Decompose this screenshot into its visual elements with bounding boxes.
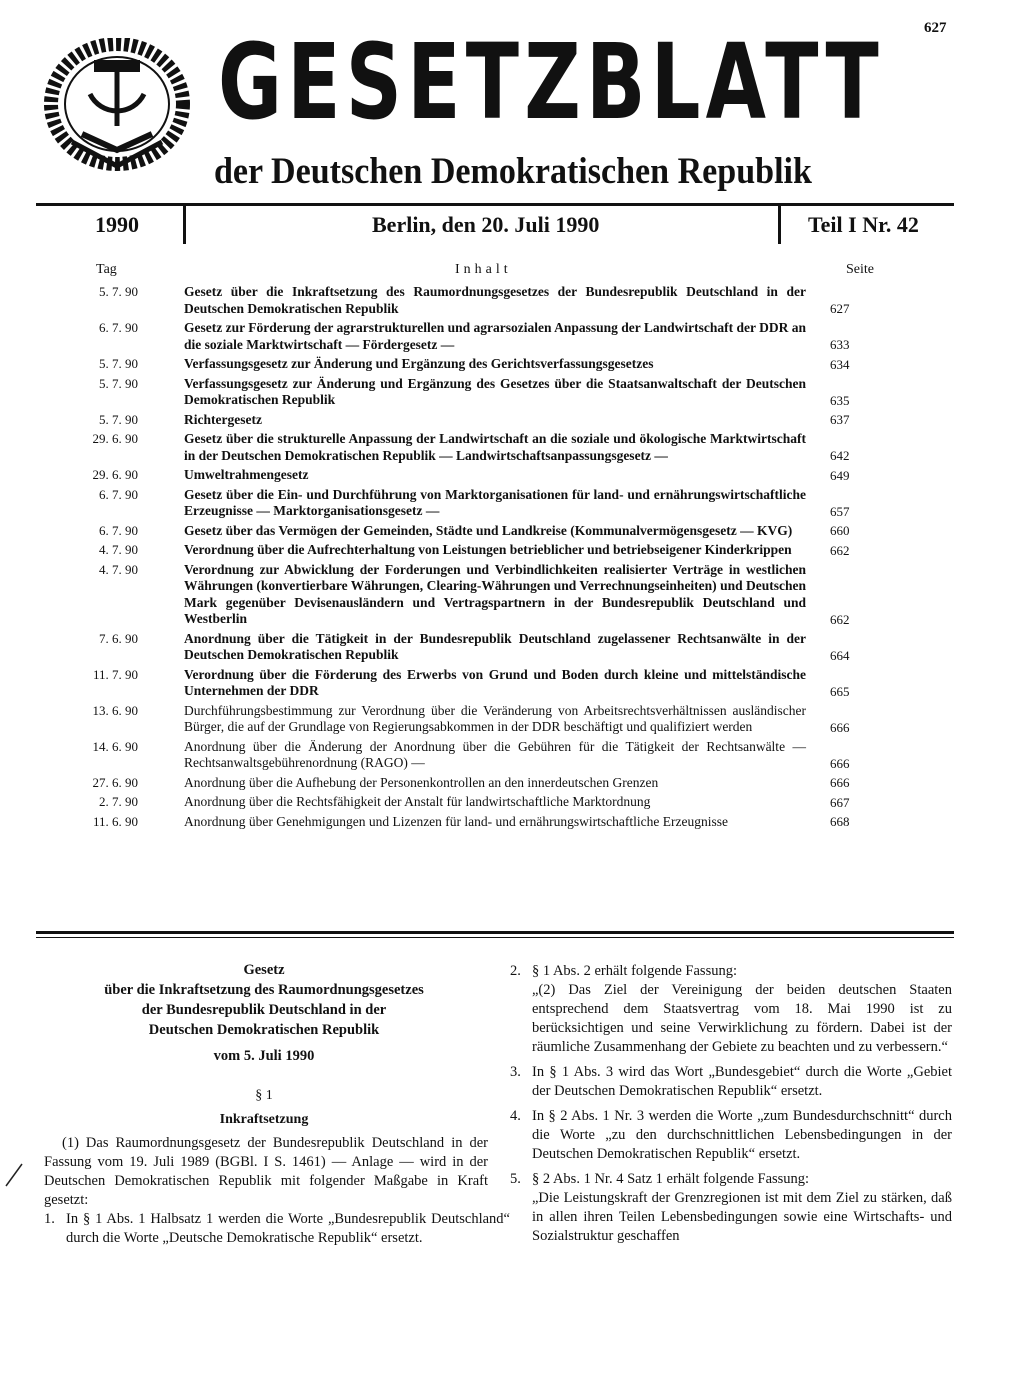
toc-column-contents: Inhalt <box>455 262 512 277</box>
masthead-subtitle: der Deutschen Demokratischen Republik <box>214 151 812 192</box>
toc-entry-date: 5. 7. 90 <box>99 284 138 299</box>
masthead-rule <box>36 203 954 206</box>
list-item-text: § 2 Abs. 1 Nr. 4 Satz 1 erhält folgende Fassung: <box>532 1171 810 1187</box>
list-item <box>510 1063 952 1101</box>
law-heading-line: Deutschen Demokratischen Republik <box>148 1022 380 1038</box>
toc-entry-title: Richtergesetz <box>184 411 262 427</box>
list-item-number: 4. <box>510 1108 521 1124</box>
toc-entry-date: 5. 7. 90 <box>99 411 138 427</box>
list-item-text: In § 2 Abs. 1 Nr. 3 werden die Worte „zum Bundesdurchschnitt“ durch die Worte „zu den durchschnittlichen Lebensbedingungen in der Deutschen Demokratischen Republik“ ersetzt. <box>532 1108 952 1162</box>
toc-entry-title: Gesetz über die Ein- und Durchführung von Marktorganisationen für land- und ernährungswirtschaftliche Erzeugnisse — Marktorganisationsgesetz — <box>184 486 806 518</box>
toc-entry[interactable] <box>60 523 890 540</box>
toc-entry-page: 634 <box>830 356 850 372</box>
toc-entry[interactable] <box>60 794 890 811</box>
list-item-text: § 1 Abs. 2 erhält folgende Fassung: <box>532 963 737 979</box>
quoted-text: „Die Leistungskraft der Grenzregionen ist mit dem Ziel zu stärken, daß in allen ihren Teilen Lebensbedingungen sowie eine Wirtschafts- und Sozialstruktur geschaffen <box>532 1190 952 1244</box>
toc-entry-page: 666 <box>830 755 850 771</box>
toc-entry-date: 5. 7. 90 <box>99 375 138 391</box>
toc-entry[interactable] <box>60 814 890 831</box>
toc-entry-date: 27. 6. 90 <box>92 774 138 790</box>
toc-entry-page: 662 <box>830 611 850 627</box>
list-item <box>510 1170 952 1246</box>
issue-part-number: Teil I Nr. 42 <box>808 212 919 237</box>
law-heading-line: über die Inkraftsetzung des Raumordnungsgesetzes <box>104 982 424 998</box>
toc-entry-page: 666 <box>830 775 850 790</box>
toc-entry-title: Anordnung über die Aufhebung der Personenkontrollen an den innerdeutschen Grenzen <box>184 774 659 790</box>
toc-entry-date: 6. 7. 90 <box>99 522 138 538</box>
list-item-text: In § 1 Abs. 3 wird das Wort „Bundesgebiet“ durch die Worte „Gebiet der Deutschen Demokratischen Republik“ ersetzt. <box>532 1064 952 1099</box>
toc-entry-date: 14. 6. 90 <box>92 738 138 754</box>
toc-entry-date: 4. 7. 90 <box>99 542 138 557</box>
list-item-text: In § 1 Abs. 1 Halbsatz 1 werden die Worte „Bundesrepublik Deutschland“ durch die Worte „Deutsche Demokratische Republik“ ersetzt. <box>66 1211 510 1246</box>
toc-column-date: Tag <box>96 262 117 277</box>
toc-entry-page: 657 <box>830 503 850 519</box>
toc-entry-title: Verfassungsgesetz zur Änderung und Ergänzung des Gesetzes über die Staatsanwaltschaft der Deutschen Demokratischen Republik <box>184 375 806 407</box>
list-item-number: 2. <box>510 963 521 979</box>
toc-entry[interactable] <box>60 562 890 628</box>
toc-entry-date: 11. 6. 90 <box>92 813 138 829</box>
issue-divider <box>183 206 186 244</box>
toc-entry[interactable] <box>60 467 890 484</box>
toc-entry-title: Anordnung über die Tätigkeit in der Bundesrepublik Deutschland zugelassener Rechtsanwälte in der Deutschen Demokratischen Republik <box>184 630 806 662</box>
toc-entry[interactable] <box>60 487 890 520</box>
toc-entry[interactable] <box>60 631 890 664</box>
section-mark: § 1 <box>255 1088 273 1103</box>
pencil-mark-icon <box>2 1160 26 1190</box>
toc-entry-title: Gesetz über die Inkraftsetzung des Raumordnungsgesetzes der Bundesrepublik Deutschland in der Deutschen Demokratischen Republik <box>184 284 806 316</box>
toc-entry-title: Verordnung zur Abwicklung der Forderungen und Verbindlichkeiten realisierter Verträge in westlichen Währungen (konvertierbare Währungen, Clearing-Währungen und Verrechnungseinheiten) und Deutschen Mark gegenüber Devisenausländern und Vertragspartnern in der Bundesrepublik Deutschland und Westberlin <box>184 561 806 626</box>
toc-entry-date: 13. 6. 90 <box>92 702 138 718</box>
toc-entry-page: 660 <box>830 523 850 538</box>
toc-entry-title: Verordnung über die Förderung des Erwerbs von Grund und Boden durch kleine und mittelständische Unternehmen der DDR <box>184 666 806 698</box>
toc-entry-page: 664 <box>830 647 850 663</box>
toc-entry[interactable] <box>60 667 890 700</box>
toc-entry-title: Verordnung über die Aufrechterhaltung von Leistungen betrieblicher und betriebseigener Kinderkrippen <box>184 542 792 557</box>
toc-entry-title: Gesetz über das Vermögen der Gemeinden, Städte und Landkreise (Kommunalvermögensgesetz — KVG) <box>184 522 793 538</box>
toc-entry-page: 668 <box>830 814 850 829</box>
quoted-text: „(2) Das Ziel der Vereinigung der beiden deutschen Staaten entsprechend dem Staatsvertrag vom 18. Mai 1990 ist zu berücksichtigen und seine Verwirklichung zu fördern. Dabei ist der räumliche Zusammenhang der Gebiete zu beachten und zu verbessern.“ <box>532 982 952 1055</box>
toc-entry-title: Gesetz zur Förderung der agrarstrukturellen und agrarsozialen Anpassung der Landwirtschaft der DDR an die soziale Marktwirtschaft — Fördergesetz — <box>184 320 807 352</box>
section-rule <box>36 931 954 934</box>
toc-entry-page: 642 <box>830 448 850 463</box>
list-item-number: 1. <box>44 1211 55 1227</box>
law-heading-line: Gesetz <box>243 962 285 978</box>
list-item <box>510 962 952 1057</box>
toc-entry-page: 633 <box>830 337 850 352</box>
toc-entry[interactable] <box>60 376 890 409</box>
issue-year: 1990 <box>95 212 139 237</box>
toc-entry[interactable] <box>60 431 890 464</box>
toc-entry[interactable] <box>60 284 890 317</box>
toc-entry-date: 6. 7. 90 <box>99 320 138 335</box>
list-item-number: 5. <box>510 1171 521 1187</box>
toc-entry[interactable] <box>60 320 890 353</box>
toc-entry-title: Durchführungsbestimmung zur Verordnung über die Veränderung von Arbeitsrechtsverhältnissen ausländischer Bürger, die auf der Grundlage von Regierungsabkommen in der DDR beschäftigt und qualifiziert werden <box>184 702 806 734</box>
paragraph: (1) Das Raumordnungsgesetz der Bundesrepublik Deutschland in der Fassung vom 19. Juli 1989 (BGBl. I S. 1461) — Anlage — wird in der Deutschen Demokratischen Republik mit folgender Maßgabe in Kraft gesetzt: <box>44 1135 488 1208</box>
toc-entry-page: 667 <box>830 794 850 810</box>
list-item <box>44 1210 510 1248</box>
masthead-title: GESETZBLATT <box>218 21 884 143</box>
section-title: Inkraftsetzung <box>219 1112 309 1127</box>
toc-entry[interactable] <box>60 542 890 559</box>
toc-entry-page: 665 <box>830 683 850 699</box>
toc-entry-date: 11. 7. 90 <box>92 666 138 682</box>
toc-entry-page: 666 <box>830 719 850 735</box>
toc-entry[interactable] <box>60 412 890 429</box>
toc-entry-page: 635 <box>830 392 850 408</box>
ddr-state-emblem-icon <box>32 38 202 174</box>
table-of-contents <box>60 284 890 833</box>
toc-entry-date: 29. 6. 90 <box>92 431 138 446</box>
toc-entry-page: 649 <box>830 467 850 483</box>
section-rule <box>36 937 954 938</box>
page-number: 627 <box>924 20 947 36</box>
toc-entry-date: 6. 7. 90 <box>99 486 138 502</box>
toc-entry-date: 4. 7. 90 <box>99 561 138 577</box>
law-heading-line: der Bundesrepublik Deutschland in der <box>141 1002 387 1018</box>
toc-entry-page: 637 <box>830 412 850 427</box>
toc-entry-title: Anordnung über die Rechtsfähigkeit der Anstalt für landwirtschaftliche Marktordnung <box>184 794 651 809</box>
list-item <box>510 1107 952 1164</box>
toc-entry-date: 5. 7. 90 <box>99 356 138 371</box>
toc-entry[interactable] <box>60 703 890 736</box>
toc-entry-title: Anordnung über die Änderung der Anordnung über die Gebühren für die Tätigkeit der Rechtsanwälte — Rechtsanwaltsgebührenordnung (RAGO) — <box>184 738 806 770</box>
toc-entry-page: 662 <box>830 542 850 558</box>
toc-entry[interactable] <box>60 739 890 772</box>
toc-entry-title: Verfassungsgesetz zur Änderung und Ergänzung des Gerichtsverfassungsgesetzes <box>184 356 654 371</box>
law-heading <box>40 960 488 1066</box>
toc-column-page: Seite <box>846 262 874 277</box>
toc-entry[interactable] <box>60 356 890 373</box>
toc-entry[interactable] <box>60 775 890 792</box>
issue-divider <box>778 206 781 244</box>
toc-entry-title: Anordnung über Genehmigungen und Lizenzen für land- und ernährungswirtschaftliche Erzeugnisse <box>184 813 728 829</box>
list-item-number: 3. <box>510 1064 521 1080</box>
toc-entry-title: Umweltrahmengesetz <box>184 467 309 482</box>
right-column <box>510 962 952 1252</box>
toc-entry-date: 29. 6. 90 <box>92 467 138 482</box>
toc-entry-date: 7. 6. 90 <box>99 630 138 646</box>
toc-entry-page: 627 <box>830 301 850 316</box>
toc-entry-title: Gesetz über die strukturelle Anpassung der Landwirtschaft an die soziale und ökologische Marktwirtschaft in der Deutschen Demokratischen Republik — Landwirtschaftsanpassungsgesetz — <box>184 431 806 463</box>
issue-place-date: Berlin, den 20. Juli 1990 <box>372 212 600 237</box>
law-heading-line: vom 5. Juli 1990 <box>213 1048 315 1064</box>
toc-entry-date: 2. 7. 90 <box>99 794 138 809</box>
